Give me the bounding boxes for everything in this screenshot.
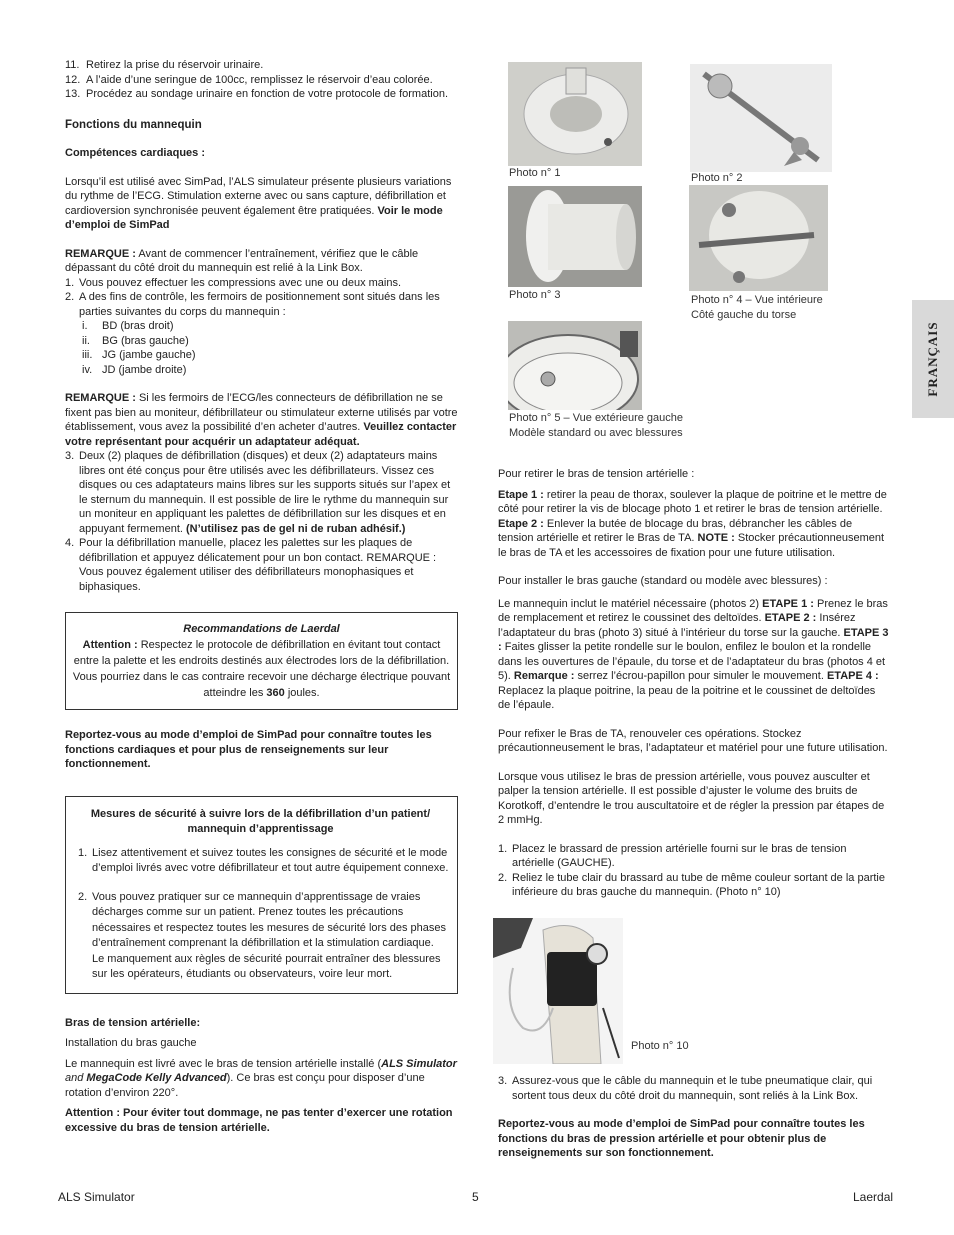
rec-title: Recommandations de Laerdal — [183, 623, 340, 635]
photo-10-image — [493, 918, 623, 1064]
language-label: FRANÇAIS — [924, 321, 940, 397]
photo-3-caption: Photo n° 3 — [509, 289, 561, 301]
list-item: 11. Retirez la prise du réservoir urinaire. — [65, 59, 264, 71]
bp-install: Installation du bras gauche — [65, 1037, 197, 1049]
list-item: 1. Lisez attentivement et suivez toutes les consignes de sécurité et le mode d’emploi livrés avec votre défibrillateur et tout autre équipement connexe. — [78, 846, 449, 874]
photo-4-image — [689, 185, 828, 291]
cardiac-intro: Lorsqu’il est utilisé avec SimPad, l’ALS simulateur présente plusieurs variations du rythme de l’ECG. Stimulation externe avec ou sans capture, défibrillation et cardioversion synchronisée peuvent également être pratiquées. Voir le mode d’emploi de SimPad — [65, 175, 452, 231]
safety-box — [65, 796, 458, 994]
list-item: 3. Deux (2) plaques de défibrillation (disques) et deux (2) adaptateurs mains libres ont été conçus pour être utilisés avec les défibrillateurs. Vissez ces disques ou ces adaptateurs mains libres sur les supports situés sur l’apex et le sternum du mannequin. Il est possible de lire le rythme du mannequin sur un moniteur en appliquant les palettes de défibrillation sur les disques et en appuyant fermement. (N’utilisez pas de gel ni de ruban adhésif.) — [65, 450, 451, 535]
remarque-1: REMARQUE : Avant de commencer l’entraînement, vérifiez que le câble dépassant du côté droit du mannequin est relié à la Link Box. — [65, 247, 419, 274]
footer-right: Laerdal — [853, 1190, 894, 1204]
install-intro: Pour installer le bras gauche (standard ou modèle avec blessures) : — [498, 575, 828, 587]
list-item: 3. Assurez-vous que le câble du mannequin et le tube pneumatique clair, qui sortent tous deux du côté droit du mannequin, sont reliés à la Link Box. — [498, 1075, 873, 1102]
remove-intro: Pour retirer le bras de tension artérielle : — [498, 468, 695, 480]
language-side-tab — [912, 300, 954, 418]
footer-left: ALS Simulator — [58, 1190, 135, 1204]
right-column-bottom — [498, 1074, 890, 1161]
remove-steps: Etape 1 : retirer la peau de thorax, soulever la plaque de poitrine et le mettre de côté pour retirer la vis de blocage photo 1 et retirer le bras de tension artérielle. Etape 2 : Enlever la butée de blocage du bras, débrancher les câbles de tension artérielle et retirer le Bras de TA. NOTE : Stocker précautionneusement le bras de TA et les accessoires de fixation pour une future utilisation. — [498, 488, 887, 559]
photo-3-image — [508, 186, 642, 287]
photo-1-caption: Photo n° 1 — [509, 167, 561, 179]
list-item: ii. BG (bras gauche) — [82, 334, 189, 347]
photo-5-caption: Photo n° 5 – Vue extérieure gauche Modèle standard ou avec blessures — [509, 412, 684, 439]
bp-delivered: Le mannequin est livré avec le bras de tension artérielle installé (ALS Simulator and MegaCode Kelly Advanced). Ce bras est conçu pour disposer d’une rotation d’environ 220°. — [65, 1057, 457, 1099]
safety-title: Mesures de sécurité à suivre lors de la défibrillation d’un patient/ mannequin d’apprentissage — [90, 807, 431, 835]
refer-bp: Reportez-vous au mode d’emploi de SimPad pour connaître toutes les fonctions du bras de pression artérielle et pour obtenir plus de renseignements sur son fonctionnement. — [498, 1118, 865, 1159]
rec-body: Attention : Respectez le protocole de défibrillation en évitant tout contact entre la palette et les endroits destinés aux électrodes lors de la défibrillation. Vous pourriez dans le cas contraire recevoir une décharge électrique pouvant atteindre les 360 joules. — [72, 639, 451, 699]
photo-2-image — [690, 64, 832, 172]
bp-heading: Bras de tension artérielle: — [65, 1016, 201, 1029]
laerdal-recommendation-box — [65, 612, 458, 710]
auscult-text: Lorsque vous utilisez le bras de pression artérielle, vous pouvez ausculter et palper la tension artérielle. Il est possible d’ajuster le volume des bruits de Korotkoff, d’entendre le trou auscultatoire et de régler la pression par étapes de 2 mmHg. — [498, 770, 885, 826]
list-a — [65, 276, 458, 320]
list-item: 13. Procédez au sondage urinaire en fonction de votre protocole de formation. — [65, 88, 449, 100]
bp-attention: Attention : Pour éviter tout dommage, ne pas tenter d’exercer une rotation excessive du bras de tension artérielle. — [65, 1107, 453, 1134]
roman-list — [65, 319, 458, 377]
left-column — [65, 58, 458, 1135]
page-number: 5 — [472, 1190, 479, 1204]
list-item: iv. JD (jambe droite) — [82, 363, 187, 376]
remarque-2: REMARQUE : Si les fermoirs de l’ECG/les connecteurs de défibrillation ne se fixent pas bien au moniteur, défibrillateur ou stimulateur externe utilisés par votre établissement, vous avez la possibilité d’en acheter d’autres. Veuillez contacter votre représentant pour acquérir un adaptateur adéquat. — [65, 392, 458, 448]
functions-heading: Fonctions du mannequin — [65, 118, 202, 131]
photo-5-image — [508, 321, 642, 410]
list-item: 12. A l’aide d’une seringue de 100cc, remplissez le réservoir d’eau colorée. — [65, 73, 433, 86]
safety-list — [72, 846, 449, 983]
list-b — [65, 449, 458, 594]
list-item: 1. Vous pouvez effectuer les compressions avec une ou deux mains. — [65, 276, 402, 289]
cardiac-heading: Compétences cardiaques : — [65, 147, 205, 159]
list-item: 1. Placez le brassard de pression artérielle fourni sur le bras de tension artérielle (GAUCHE). — [498, 842, 847, 869]
list-item: 2. A des fins de contrôle, les fermoirs de positionnement sont situés dans les parties suivantes du corps du mannequin : — [65, 291, 440, 318]
photo-2-caption: Photo n° 2 — [691, 172, 743, 184]
install-steps: Le mannequin inclut le matériel nécessaire (photos 2) ETAPE 1 : Prenez le bras de remplacement et retirez le coussinet des deltoïdes. ETAPE 2 : Insérez l’adaptateur du bras (photo 3) situé à l’intérieur du torse sur la gauche. ETAPE 3 : Faites glisser la petite rondelle sur le boulon, enfilez le boulon et la rondelle dans les ouvertures de l’épaule, du torse et de l’adaptateur du bras (photos 4 et 5). Remarque : serrez l’écrou-papillon pour simuler le mouvement. ETAPE 4 : Replacez la plaque poitrine, la peau de la poitrine et le coussinet de deltoïdes de l’épaule. — [498, 597, 889, 711]
right-column — [498, 467, 890, 900]
bp-list — [498, 842, 890, 900]
refix-text: Pour refixer le Bras de TA, renouveler ces opérations. Stockez précautionneusement le bras, l’adaptateur et matériel pour une future utilisation. — [498, 727, 888, 754]
photo-10-caption: Photo n° 10 — [631, 1040, 689, 1052]
photo-4-caption: Photo n° 4 – Vue intérieure Côté gauche du torse — [691, 294, 823, 321]
list-item: 4. Pour la défibrillation manuelle, placez les palettes sur les plaques de défibrillation et appuyez délicatement pour un bon contact. REMARQUE : Vous pouvez également utiliser des défibrillateurs monophasiques et biphasiques. — [65, 537, 437, 593]
bp-list-continued — [498, 1074, 890, 1103]
refer-cardiac: Reportez-vous au mode d’emploi de SimPad pour connaître toutes les fonctions cardiaques et pour plus de renseignements sur leur fonctionnement. — [65, 729, 432, 770]
list-item: iii. JG (jambe gauche) — [82, 349, 196, 361]
list-item: i. BD (bras droit) — [82, 320, 174, 332]
list-item: 2. Reliez le tube clair du brassard au tube de même couleur sortant de la partie inférieure du bras gauche du mannequin. (Photo n° 10) — [498, 871, 885, 898]
list-item: 2. Vous pouvez pratiquer sur ce mannequin d’apprentissage de vraies décharges comme sur un patient. Prenez toutes les précautions nécessaires et respectez toutes les mesures de sécurité lors des phases d’entraînement comprenant la défibrillation et la stimulation cardiaque. Le manquement aux règles de sécurité pourrait entraîner des blessures sur les opérateurs, étudiants ou observateurs, voire leur mort. — [78, 890, 447, 980]
top-list — [65, 58, 458, 102]
photo-1-image — [508, 62, 642, 166]
